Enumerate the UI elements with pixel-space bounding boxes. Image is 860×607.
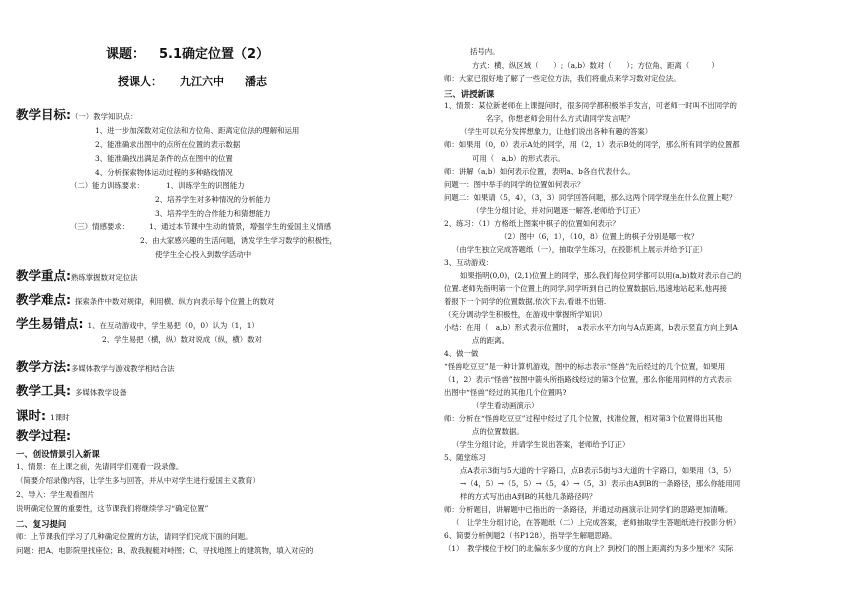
- r-line-20: （充分调动学生积极性，在游戏中掌握所学知识）: [444, 310, 607, 319]
- s1-line-4: 说明确定位置的重要性，这节课我们将继续学习“确定位置”: [16, 504, 209, 513]
- r-line-27: （学生看动画演示）: [472, 401, 539, 410]
- r-line-30: （学生分组讨论，并请学生说出答案，老师给予订正）: [452, 440, 630, 449]
- key-label: 教学重点:: [16, 268, 71, 283]
- goals-e-head: （三）情感要求：: [70, 222, 130, 231]
- r-line-23: 4、做一做: [444, 349, 479, 358]
- s2-line-2: 问题：把A、电影院里找座位；B、敌我舰艇对峙图；C、寻找地图上的建筑物，填入对应的: [16, 546, 314, 555]
- tools-text: 多媒体教学设备: [75, 388, 127, 397]
- difficult-label: 教学难点:: [16, 292, 71, 307]
- r-line-33: →（4，5）→（5，5）→（5，4）→（5，3）表示由A到B的一条路径，那么你能用同: [460, 479, 741, 488]
- r-line-12: （学生分组讨论，并对问题逐一解答,老师给予订正）: [472, 206, 645, 215]
- r-line-14: （2）图中（6，1），（10，8）位置上的棋子分别是哪一枚？: [500, 232, 699, 241]
- r-line-34: 样的方式写出由A到B的其他几条路径吗？: [460, 492, 597, 501]
- r-line-21: 小结：在用（ a,b）形式表示位置时， a表示水平方向与A点距离，b表示竖直方向上到A: [444, 323, 738, 332]
- goal-e2: 2、由大家感兴趣的生活问题，诱发学生学习数学的积极性，: [140, 236, 337, 245]
- r-line-19: 着报下一个同学的位置数据,依次下去,看谁不出错.: [444, 297, 607, 306]
- r-line-13: 2、练习：（1）方格纸上图案中棋子的位置如何表示？: [444, 219, 620, 228]
- s1-line-1: 1、情景：在上课之前，先请同学们观看一段录像。: [16, 462, 184, 471]
- goal-a3: 3、培养学生的合作能力和猜想能力: [155, 209, 271, 218]
- teacher-label: 授课人：: [118, 75, 162, 88]
- hours-row: [16, 405, 69, 424]
- difficult-text: 探索条件中数对规律，利用横、纵方向表示每个位置上的数对: [75, 297, 275, 306]
- process-label: 教学过程:: [16, 428, 71, 443]
- s1-line-3: 2、导入：学生观看图片: [16, 490, 95, 499]
- r-line-17: 如果指明(0,0)，(2,1)位置上的同学，那么我们每位同学都可以用(a,b)数对表示自己的: [460, 271, 742, 280]
- r-line-38: （1） 教学楼位于校门的北偏东多少度的方向上？到校门的图上距离约为多少厘米？实际: [444, 544, 734, 553]
- method-label: 教学方法:: [16, 359, 71, 374]
- r-line-4: 1、情景：某位新老师在上课提问时，很多同学都积极举手发言，可老师一时叫不出同学的: [444, 101, 737, 110]
- key-row: [16, 265, 138, 284]
- difficult-row: [16, 289, 275, 308]
- r-line-31: 5、随堂练习: [444, 453, 486, 462]
- method-row: [16, 356, 174, 375]
- teacher-name: 潘志: [245, 75, 267, 88]
- r-line-29: 点的位置数据。: [472, 427, 524, 436]
- hours-label: 课时:: [16, 408, 46, 423]
- key-text: 熟练掌握数对定位法: [71, 273, 138, 282]
- r-line-15: （由学生独立完成答题纸（一），抽取学生练习，在投影机上展示并给予订正）: [452, 245, 707, 254]
- r-line-26: 出图中“怪兽”经过的其他几个位置吗?: [444, 388, 567, 397]
- r-line-36: （ 让学生分组讨论，在答题纸（二）上完成答案，老师抽取学生答题纸进行投影分析）: [452, 518, 741, 527]
- goal-k1: 1、进一步加深数对定位法和方位角、距离定位法的理解和运用: [95, 126, 300, 135]
- goal-a1: 1、训练学生的识图能力: [166, 181, 245, 190]
- r-line-18: 位置.老师先指明第一个位置上的同学,同学听到自己的位置数据后,迅速地站起来,他再接: [444, 284, 727, 293]
- r-line-1: 括号内。: [470, 47, 500, 56]
- section-2-heading: 二、复习提问: [16, 519, 67, 529]
- r-line-8: 可用（ a,b）的形式表示。: [472, 154, 565, 163]
- section-3-heading: 三、讲授新课: [444, 89, 495, 99]
- mistake-1: 1、在互动游戏中，学生易把（0，0）认为（1，1）: [87, 321, 259, 330]
- s2-line-1: 师：上节课我们学习了几种确定位置的方法，请同学们完成下面的问题。: [16, 532, 253, 541]
- r-line-6: （学生可以充分发挥想象力，让他们说出各种有趣的答案）: [460, 127, 653, 136]
- r-line-9: 师：讲解（a,b）如何表示位置，表明a、b各自代表什么。: [444, 167, 635, 176]
- hours-text: 1课时: [50, 413, 70, 422]
- mistakes-row: [16, 313, 259, 332]
- r-line-5: 名字，你想老师会用什么方式请同学发言呢？: [486, 114, 634, 123]
- right-column: [440, 0, 855, 607]
- school-name: 九江六中: [180, 75, 224, 88]
- r-line-10: 问题一：图中举手的同学的位置如何表示？: [444, 180, 585, 189]
- goals-a-head: （二）能力训练要求：: [70, 181, 144, 190]
- goal-a2: 2、培养学生对多种情况的分析能力: [155, 195, 271, 204]
- r-line-22: 点的距离。: [472, 336, 509, 345]
- r-line-3: 师：大家已很好地了解了一些定位方法，我们将重点来学习数对定位法。: [444, 74, 681, 83]
- r-line-25: （1，2）表示“怪兽”按图中箭头所指路线经过的第3个位置，那么你能用同样的方式表示: [444, 375, 732, 384]
- title-label: 课题：: [106, 47, 146, 62]
- section-1-heading: 一、创设情景引入新课: [16, 449, 100, 459]
- goals-k-head: （一）教学知识点：: [71, 112, 138, 121]
- r-line-2: 方式：横、纵区域（ ）;（a,b）数对（ ）；方位角、距离（ ）: [472, 61, 719, 70]
- r-line-37: 6、简要分析例题2（书P128），指导学生解题思路。: [444, 531, 617, 540]
- goal-e1: 1、通过本节课中生动的情景，增强学生的爱国主义情感: [149, 222, 332, 231]
- r-line-16: 3、互动游戏：: [444, 258, 494, 267]
- r-line-7: 师：如果用（0，0）表示A处的同学，用（2，1）表示B处的同学，那么所有同学的位置都: [444, 140, 740, 149]
- goal-e3: 使学生全心投入到数学活动中: [155, 250, 252, 259]
- tools-label: 教学工具:: [16, 383, 71, 398]
- r-line-11: 问题二：如果请（5，4），（3，3）同学回答问题，那么这两个同学现坐在什么位置上呢？: [444, 193, 737, 202]
- goals-row: [16, 104, 138, 123]
- goal-k3: 3、能准确找出满足条件的点在图中的位置: [95, 154, 233, 163]
- method-text: 多媒体教学与游戏教学相结合法: [71, 364, 175, 373]
- tools-row: [16, 380, 127, 399]
- goal-k4: 4、分析探索物体运动过程的多种路线情况: [95, 168, 233, 177]
- r-line-32: 点A表示3街与5大道的十字路口，点B表示5街与3大道的十字路口，如果用（3，5）: [460, 466, 736, 475]
- r-line-24: “怪兽吃豆豆”是一种计算机游戏，图中的标志表示“怪兽”先后经过的几个位置，如果用: [444, 362, 726, 371]
- r-line-35: 师：分析题目，讲解题中已指出的一条路径，并通过动画演示让同学们的思路更加清晰。: [444, 505, 733, 514]
- r-line-28: 师：分析在“怪兽吃豆豆”过程中经过了几个位置，找准位置，相对第3个位置得出其他: [444, 414, 723, 423]
- s1-line-2: （简要介绍录像内容，让学生多与回答，并从中对学生进行爱国主义教育）: [16, 476, 260, 485]
- lesson-title: 5.1确定位置（2）: [159, 47, 270, 62]
- mistakes-label: 学生易错点:: [16, 316, 84, 331]
- goals-label: 教学目标:: [16, 107, 71, 122]
- goal-k2: 2、能准确求出图中的点所在位置的表示数据: [95, 140, 241, 149]
- mistake-2: 2、学生易把（横，纵）数对说成（纵，横）数对: [102, 335, 262, 344]
